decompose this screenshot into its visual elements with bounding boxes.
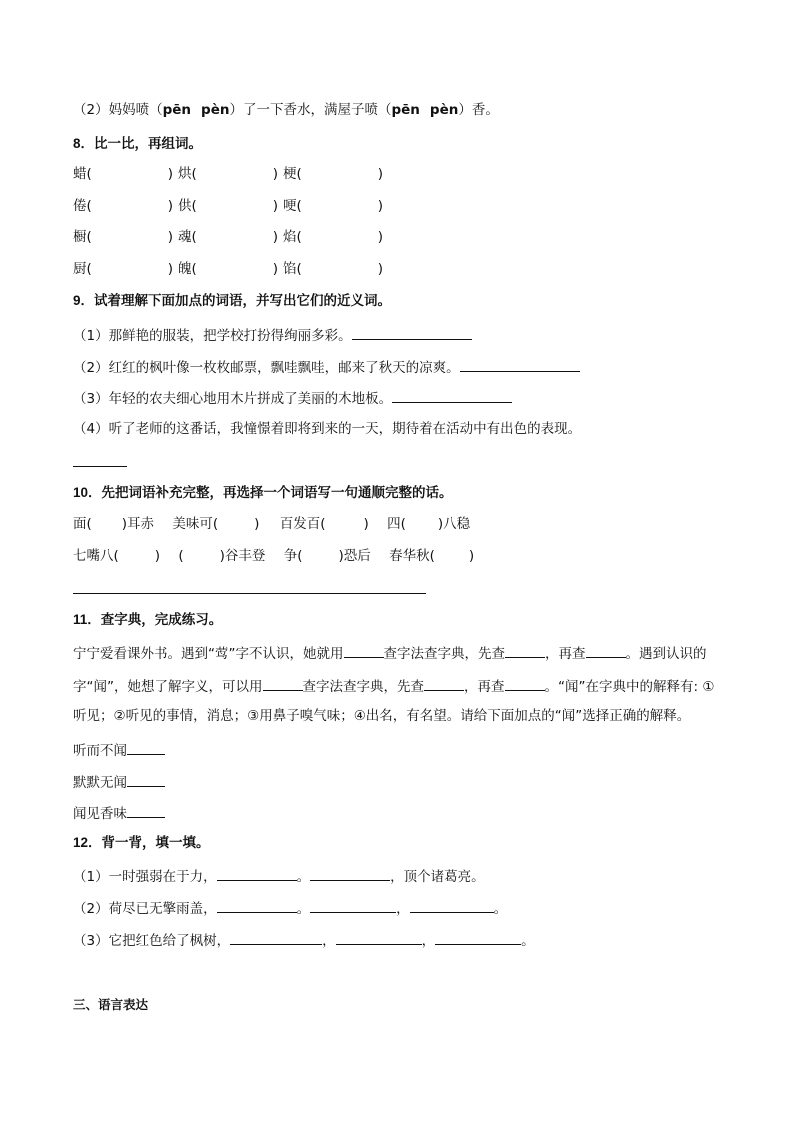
q8-cell xyxy=(73,263,173,277)
q7-item-2 xyxy=(73,104,499,118)
q8-close-paren: ) xyxy=(167,166,174,182)
q8-character: 厨 xyxy=(73,261,87,277)
idiom-6-end: )谷丰登 xyxy=(219,548,266,564)
q11-text: ，再查 xyxy=(545,646,586,662)
idiom-3-start: 百发百( xyxy=(279,516,326,532)
idiom-1-end: )耳赤 xyxy=(121,516,155,532)
idiom-4-end: )八稳 xyxy=(437,516,471,532)
q8-open-paren: ( xyxy=(296,166,302,182)
answer-blank[interactable] xyxy=(336,932,422,945)
idiom-5-end: ) xyxy=(154,548,161,564)
q10-row-2 xyxy=(73,550,474,564)
q8-cell xyxy=(178,231,278,245)
q9-item-1 xyxy=(73,327,472,344)
q8-open-paren: ( xyxy=(191,261,197,277)
q9-item-2-text: （2）红红的枫叶像一枚枚邮票，飘哇飘哇，邮来了秋天的凉爽。 xyxy=(73,360,460,376)
q9-item-3 xyxy=(73,390,512,407)
q12-text: ， xyxy=(322,933,336,949)
q8-character: 梗 xyxy=(283,166,297,182)
q8-cell xyxy=(73,231,173,245)
q11-word-2 xyxy=(73,774,165,791)
idiom-5-start: 七嘴八( xyxy=(73,548,119,564)
q8-open-paren: ( xyxy=(86,261,92,277)
q11-text: 。遇到认识的 xyxy=(625,646,707,662)
q8-character: 蜡 xyxy=(73,166,87,182)
q7-item2-prefix: （2）妈妈喷（ xyxy=(73,102,163,118)
q8-character: 魂 xyxy=(178,229,192,245)
answer-blank[interactable] xyxy=(230,932,322,945)
q11-text: ，再查 xyxy=(464,679,505,695)
q8-open-paren: ( xyxy=(296,261,302,277)
q8-open-paren: ( xyxy=(191,198,197,214)
q8-cell xyxy=(73,168,173,182)
answer-blank[interactable] xyxy=(217,900,297,913)
q10-title: 10．先把词语补充完整，再选择一个词语写一句通顺完整的话。 xyxy=(73,485,453,500)
answer-blank[interactable] xyxy=(127,805,165,818)
q8-character: 倦 xyxy=(73,198,87,214)
q8-cell xyxy=(178,263,278,277)
q11-title: 11．查字典，完成练习。 xyxy=(73,612,223,627)
q8-character: 烘 xyxy=(178,166,192,182)
answer-blank[interactable] xyxy=(310,868,390,881)
q8-title: 8．比一比，再组词。 xyxy=(73,136,203,151)
q10-row-1 xyxy=(73,518,470,532)
idiom-2-end: ) xyxy=(254,516,260,532)
q8-close-paren: ) xyxy=(167,198,174,214)
idiom-2-start: 美味可( xyxy=(172,516,219,532)
q11-text: 字“闻”，她想了解字义，可以用 xyxy=(73,679,263,695)
answer-blank[interactable] xyxy=(424,678,464,691)
answer-blank[interactable] xyxy=(460,359,580,372)
q9-item-3-text: （3）年轻的农夫细心地用木片拼成了美丽的木地板。 xyxy=(73,391,393,407)
pinyin-option-2: pèn xyxy=(201,102,230,118)
q11-word-3 xyxy=(73,805,165,822)
q8-open-paren: ( xyxy=(86,198,92,214)
idiom-7-start: 争( xyxy=(283,548,303,564)
q8-cell xyxy=(283,231,383,245)
q11-word-1 xyxy=(73,742,165,759)
q12-text: ， xyxy=(421,933,436,949)
q8-close-paren: ) xyxy=(167,229,174,245)
q8-close-paren: ) xyxy=(377,229,384,245)
answer-blank[interactable] xyxy=(344,645,384,658)
idiom-1-start: 面( xyxy=(73,516,92,532)
q11-word-text: 闻见香味 xyxy=(73,806,127,822)
answer-blank[interactable] xyxy=(505,678,545,691)
idiom-6-start: ( xyxy=(178,548,184,564)
q8-character: 橱 xyxy=(73,229,87,245)
answer-blank[interactable] xyxy=(127,774,165,787)
answer-blank[interactable] xyxy=(127,742,165,755)
q11-paragraph-line-3: 听见；②听见的事情，消息；③用鼻子嗅气味；④出名，有名望。请给下面加点的“闻”选择正确的解释。 xyxy=(73,708,691,724)
section-3-heading: 三、语言表达 xyxy=(73,997,149,1012)
sentence-answer-line[interactable] xyxy=(73,593,426,594)
q8-close-paren: ) xyxy=(272,229,279,245)
answer-blank[interactable] xyxy=(505,645,545,658)
q8-open-paren: ( xyxy=(86,166,92,182)
q12-text: （2）荷尽已无擎雨盖， xyxy=(73,901,217,917)
q11-text: 宁宁爱看课外书。遇到“莺”字不认识，她就用 xyxy=(73,646,344,662)
q8-cell xyxy=(283,168,383,182)
q12-item-2 xyxy=(73,900,507,917)
answer-blank[interactable] xyxy=(586,645,626,658)
q9-title: 9．试着理解下面加点的词语，并写出它们的近义词。 xyxy=(73,293,392,308)
idiom-8-end: ) xyxy=(468,548,475,564)
idiom-7-end: )恐后 xyxy=(338,548,371,564)
q12-text: 。 xyxy=(296,901,311,917)
q8-close-paren: ) xyxy=(272,261,279,277)
q8-character: 焰 xyxy=(283,229,297,245)
q12-item-3 xyxy=(73,932,535,949)
q12-item-1 xyxy=(73,868,485,885)
q11-text: 查字法查字典，先查 xyxy=(302,679,424,695)
answer-blank[interactable] xyxy=(410,900,494,913)
q12-title: 12．背一背，填一填。 xyxy=(73,835,210,850)
q8-cell xyxy=(283,200,383,214)
q12-text: 。 xyxy=(296,869,311,885)
idiom-3-end: ) xyxy=(363,516,369,532)
q8-close-paren: ) xyxy=(272,166,279,182)
answer-blank[interactable] xyxy=(217,868,297,881)
q8-cell xyxy=(178,168,278,182)
q7-item2-suffix: ）香。 xyxy=(458,102,499,118)
answer-blank[interactable] xyxy=(310,900,396,913)
q12-text: ， xyxy=(396,901,410,917)
q12-text: ，顶个诸葛亮。 xyxy=(390,869,485,885)
q8-close-paren: ) xyxy=(167,261,174,277)
pinyin-option-4: pèn xyxy=(429,102,459,118)
q8-cell xyxy=(178,200,278,214)
q8-open-paren: ( xyxy=(296,229,302,245)
q12-text: （1）一时强弱在于力， xyxy=(73,869,217,885)
q8-character: 哽 xyxy=(283,198,297,214)
q8-cell xyxy=(73,200,173,214)
q7-item2-mid: ）了一下香水，满屋子喷（ xyxy=(229,102,392,118)
answer-blank[interactable] xyxy=(73,466,127,467)
q11-text: 。“闻”在字典中的解释有: ① xyxy=(544,679,715,695)
answer-blank[interactable] xyxy=(392,390,512,403)
q11-word-text: 听而不闻 xyxy=(73,743,127,759)
q11-word-text: 默默无闻 xyxy=(73,775,127,791)
q9-item-2 xyxy=(73,359,580,376)
q8-character: 魄 xyxy=(178,261,192,277)
answer-blank[interactable] xyxy=(263,678,303,691)
answer-blank[interactable] xyxy=(352,327,472,340)
q11-paragraph-line-2 xyxy=(73,678,714,695)
q8-close-paren: ) xyxy=(377,198,384,214)
q12-text: 。 xyxy=(521,933,535,949)
pinyin-option-1: pēn xyxy=(162,102,192,118)
q8-cell xyxy=(283,263,383,277)
q8-close-paren: ) xyxy=(272,198,279,214)
q8-open-paren: ( xyxy=(191,166,197,182)
q8-open-paren: ( xyxy=(296,198,302,214)
q8-close-paren: ) xyxy=(377,166,384,182)
q8-character: 馅 xyxy=(283,261,297,277)
q8-close-paren: ) xyxy=(377,261,384,277)
q11-paragraph-line-1 xyxy=(73,645,707,662)
pinyin-option-3: pēn xyxy=(391,102,420,118)
q8-character: 供 xyxy=(178,198,192,214)
q8-open-paren: ( xyxy=(191,229,197,245)
q12-text: （3）它把红色给了枫树， xyxy=(73,933,231,949)
idiom-4-start: 四( xyxy=(387,516,406,532)
q11-text: 查字法查字典，先查 xyxy=(383,646,505,662)
idiom-8-start: 春华秋( xyxy=(389,548,435,564)
q9-item-4: （4）听了老师的这番话，我憧憬着即将到来的一天，期待着在活动中有出色的表现。 xyxy=(73,421,582,437)
q12-text: 。 xyxy=(493,901,508,917)
answer-blank[interactable] xyxy=(435,932,521,945)
q9-item-1-text: （1）那鲜艳的服装，把学校打扮得绚丽多彩。 xyxy=(73,328,352,344)
q8-open-paren: ( xyxy=(86,229,92,245)
